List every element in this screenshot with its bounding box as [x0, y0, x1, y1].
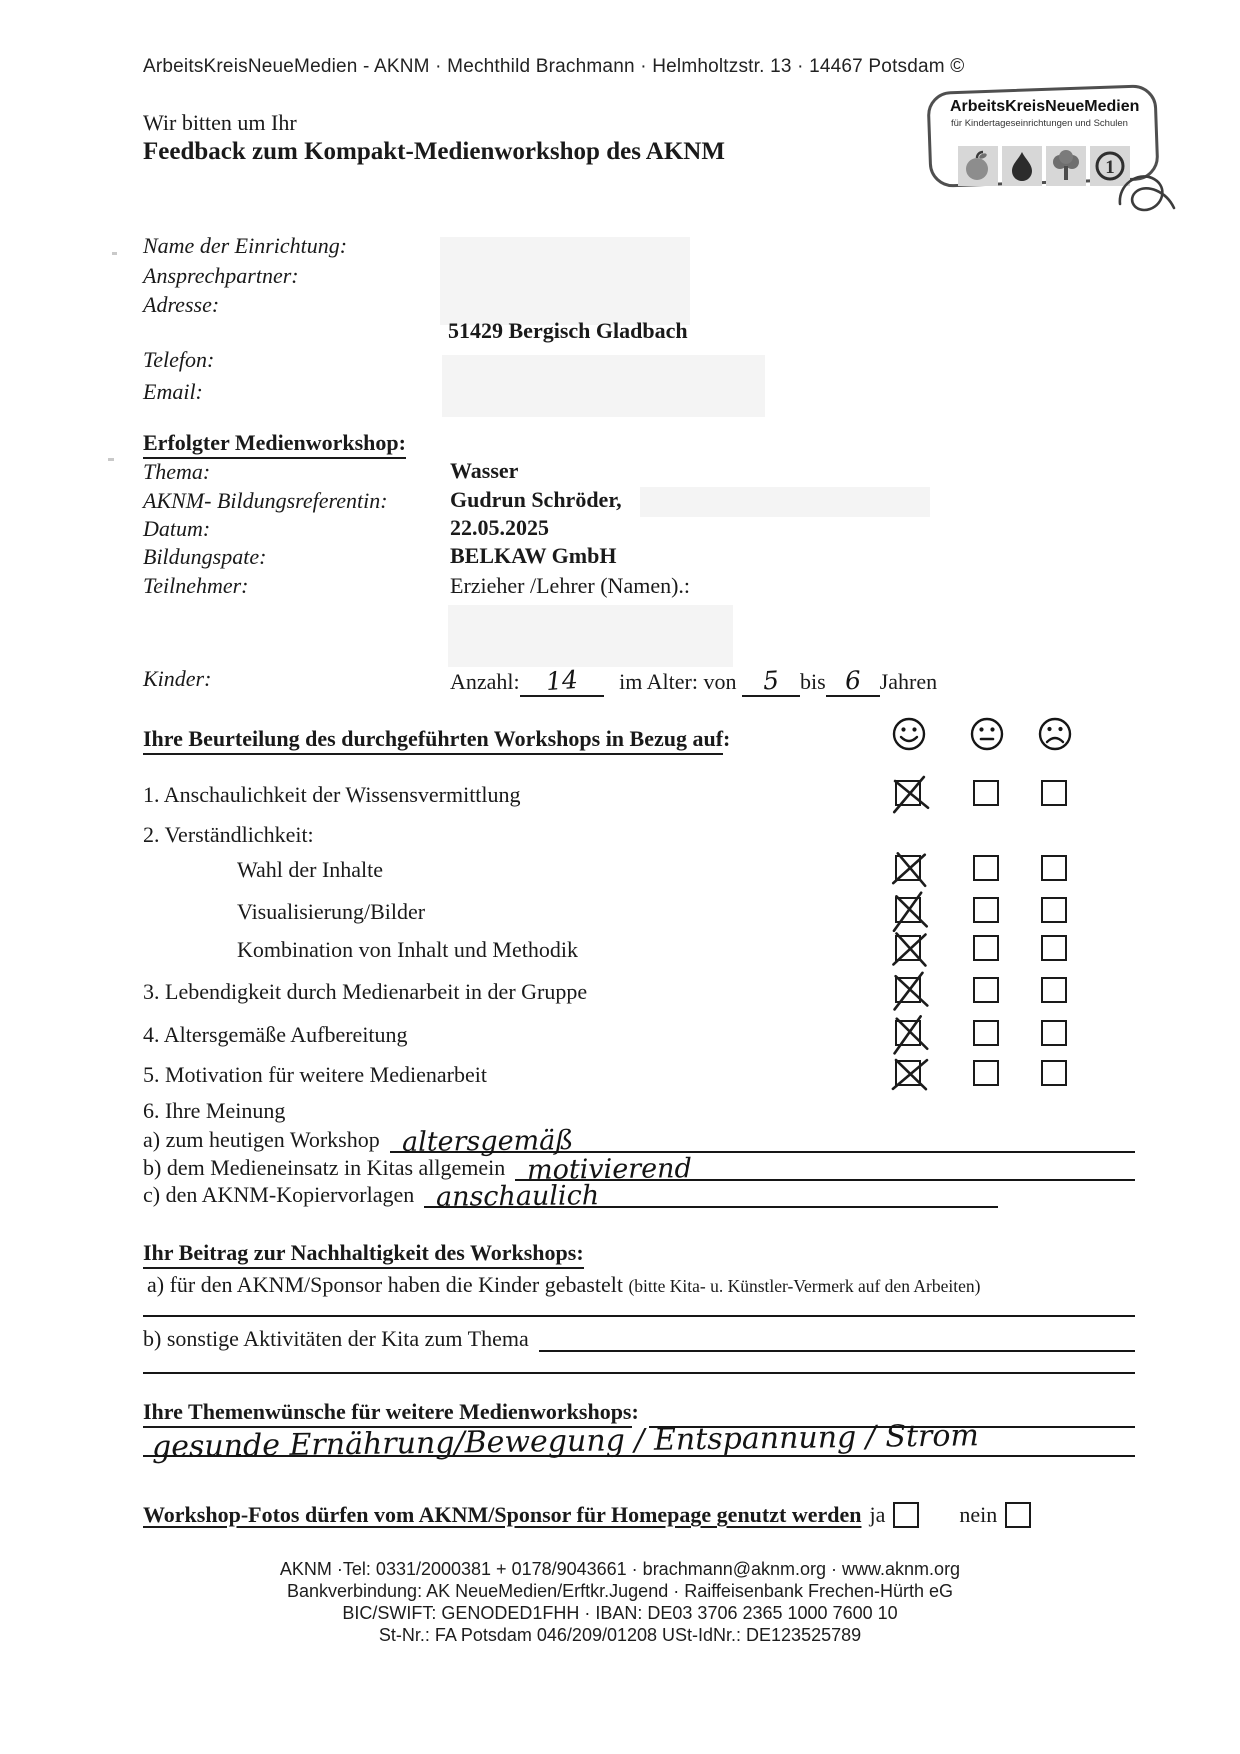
rating-row	[143, 778, 1083, 812]
anzahl-fill-line[interactable]	[520, 666, 604, 697]
scan-artifact	[112, 252, 117, 255]
photo-consent-row	[143, 1502, 1031, 1528]
field-label-referentin: AKNM- Bildungsreferentin:	[143, 488, 388, 513]
apple-icon	[958, 146, 998, 186]
bis-fill-line[interactable]	[826, 666, 880, 697]
alter-label: im Alter: von	[619, 669, 737, 694]
rating-checkbox-happy[interactable]	[895, 977, 921, 1003]
field-label-thema: Thema:	[143, 459, 211, 484]
opinion-row-c	[143, 1178, 998, 1213]
opinion-fill-line-a[interactable]	[390, 1123, 1135, 1158]
opinion-label-b: b) dem Medieneinsatz in Kitas allgemein	[143, 1155, 506, 1180]
rating-checkbox-neutral[interactable]	[973, 1060, 999, 1086]
bis-label: bis	[799, 669, 826, 694]
opinion-heading: 6. Ihre Meinung	[143, 1098, 286, 1123]
rating-checkbox-neutral[interactable]	[973, 897, 999, 923]
rating-checkbox-happy[interactable]	[895, 855, 921, 881]
rating-row	[143, 1018, 1083, 1052]
jahren-label: Jahren	[879, 669, 938, 694]
rating-row-label: Visualisierung/Bilder	[237, 899, 426, 924]
ja-checkbox[interactable]	[893, 1502, 919, 1528]
rating-row-label: 5. Motivation für weitere Medienarbeit	[143, 1062, 487, 1087]
rating-row	[143, 895, 1083, 929]
sustainability-item-b-text: b) sonstige Aktivitäten der Kita zum Thema	[143, 1326, 529, 1351]
rating-checkbox-happy[interactable]	[895, 935, 921, 961]
blank-write-line[interactable]	[143, 1372, 1135, 1374]
rating-checkbox-neutral[interactable]	[973, 1020, 999, 1046]
field-label-address: Adresse:	[143, 292, 220, 317]
rating-checkbox-happy[interactable]	[895, 1060, 921, 1086]
field-label-email: Email:	[143, 379, 203, 404]
footer-line-contact: AKNM ·Tel: 0331/2000381 + 0178/9043661 · brachmann@aknm.org · www.aknm.org	[279, 1559, 961, 1579]
wishes-heading-colon: :	[631, 1399, 639, 1424]
rating-checkbox-sad[interactable]	[1041, 780, 1067, 806]
pen-scribble	[1114, 168, 1184, 226]
rating-row	[143, 853, 1083, 887]
handwriting-b: motivierend	[527, 1153, 693, 1186]
photo-consent-text: Workshop-Fotos dürfen vom AKNM/Sponsor für Homepage genutzt werden	[143, 1502, 862, 1527]
sustainability-fill-line-b[interactable]	[539, 1322, 1135, 1352]
city-value: 51429 Bergisch Gladbach	[448, 318, 688, 343]
opinion-fill-line-b[interactable]	[515, 1151, 1135, 1186]
footer-line-tax: St-Nr.: FA Potsdam 046/209/01208 USt-IdNr.: DE123525789	[378, 1625, 862, 1645]
sad-smiley-icon	[1037, 716, 1073, 752]
field-label-name: Name der Einrichtung:	[143, 233, 348, 258]
rating-checkbox-happy[interactable]	[895, 1020, 921, 1046]
rating-row-label: Kombination von Inhalt und Methodik	[237, 937, 578, 962]
rating-row	[143, 975, 1083, 1009]
tree-icon	[1046, 146, 1086, 186]
redacted-phone-email	[442, 355, 765, 417]
rating-heading-colon: :	[723, 726, 731, 751]
footer-line-bank: Bankverbindung: AK NeueMedien/Erftkr.Jugend · Raiffeisenbank Frechen-Hürth eG	[286, 1581, 954, 1601]
bis-handwritten: 6	[843, 665, 862, 696]
bildungspate-value: BELKAW GmbH	[450, 543, 617, 568]
ja-label: ja	[869, 1502, 886, 1527]
water-drop-icon	[1002, 146, 1042, 186]
handwriting-c: anschaulich	[436, 1180, 600, 1213]
rating-checkbox-sad[interactable]	[1041, 1060, 1067, 1086]
von-handwritten: 5	[762, 665, 780, 696]
redacted-name-address	[440, 237, 690, 325]
rating-row	[143, 1058, 1083, 1092]
rating-checkbox-neutral[interactable]	[973, 855, 999, 881]
svg-text:1: 1	[1105, 157, 1115, 178]
rating-checkbox-sad[interactable]	[1041, 897, 1067, 923]
logo-icon-tiles	[958, 146, 1130, 186]
rating-row-label: 2. Verständlichkeit:	[143, 822, 314, 847]
rating-checkbox-neutral[interactable]	[973, 977, 999, 1003]
opinion-row-b	[143, 1151, 1135, 1186]
rating-row-label: 3. Lebendigkeit durch Medienarbeit in der Gruppe	[143, 979, 588, 1004]
nein-checkbox[interactable]	[1005, 1502, 1031, 1528]
nein-label: nein	[959, 1502, 998, 1527]
handwriting-a: altersgemäß	[401, 1125, 574, 1158]
scan-artifact	[108, 458, 114, 461]
referentin-value: Gudrun Schröder,	[450, 487, 622, 512]
kinder-values	[450, 666, 937, 697]
sustainability-item-b-row	[143, 1322, 1135, 1352]
rating-heading: Ihre Beurteilung des durchgeführten Workshops in Bezug auf	[143, 726, 724, 751]
sender-address-line: ArbeitsKreisNeueMedien - AKNM · Mechthild Brachmann · Helmholtzstr. 13 · 14467 Potsdam ©	[143, 56, 965, 77]
rating-checkbox-happy[interactable]	[895, 897, 921, 923]
redacted-referentin	[640, 487, 930, 517]
rating-checkbox-neutral[interactable]	[973, 780, 999, 806]
opinion-row-a	[143, 1123, 1135, 1158]
workshop-section-heading: Erfolgter Medienworkshop:	[143, 430, 406, 459]
footer-line-bic-iban: BIC/SWIFT: GENODED1FHH · IBAN: DE03 3706 2365 1000 7600 10	[342, 1603, 898, 1623]
field-label-teilnehmer: Teilnehmer:	[143, 573, 249, 598]
rating-row-label: 1. Anschaulichkeit der Wissensvermittlung	[143, 782, 521, 807]
blank-write-line[interactable]	[143, 1315, 1135, 1317]
datum-value: 22.05.2025	[450, 515, 549, 540]
rating-row	[143, 818, 1083, 852]
kinder-row	[143, 664, 1135, 697]
rating-section	[143, 726, 1083, 755]
page-title: Feedback zum Kompakt-Medienworkshop des AKNM	[143, 138, 725, 165]
logo-title: ArbeitsKreisNeueMedien	[950, 98, 1140, 115]
rating-checkbox-sad[interactable]	[1041, 977, 1067, 1003]
field-label-phone: Telefon:	[143, 347, 215, 372]
wishes-heading: Ihre Themenwünsche für weitere Medienworkshops	[143, 1399, 632, 1428]
happy-smiley-icon	[891, 716, 927, 752]
anzahl-label: Anzahl:	[450, 669, 520, 694]
field-label-datum: Datum:	[143, 516, 211, 541]
thema-value: Wasser	[450, 458, 519, 483]
wishes-handwriting: gesunde Ernährung/Bewegung / Entspannung / Strom	[151, 1418, 980, 1465]
field-label-bildungspate: Bildungspate:	[143, 544, 267, 569]
logo-subtitle: für Kindertageseinrichtungen und Schulen	[951, 118, 1128, 129]
rating-checkbox-sad[interactable]	[1041, 1020, 1067, 1046]
sustainability-item-a-note: (bitte Kita- u. Künstler-Vermerk auf den Arbeiten)	[628, 1276, 981, 1296]
intro-line: Wir bitten um Ihr	[143, 110, 297, 135]
aknm-logo	[928, 84, 1178, 204]
opinion-fill-line-c[interactable]	[424, 1178, 998, 1213]
rating-checkbox-happy[interactable]	[895, 780, 921, 806]
rating-checkbox-neutral[interactable]	[973, 935, 999, 961]
opinion-label-c: c) den AKNM-Kopiervorlagen	[143, 1182, 415, 1207]
rating-checkbox-sad[interactable]	[1041, 935, 1067, 961]
field-label-partner: Ansprechpartner:	[143, 263, 299, 288]
redacted-teilnehmer-namen	[448, 605, 733, 667]
opinion-label-a: a) zum heutigen Workshop	[143, 1127, 380, 1152]
sustainability-item-a-text: a) für den AKNM/Sponsor haben die Kinder gebastelt	[147, 1272, 623, 1297]
anzahl-handwritten: 14	[544, 664, 579, 697]
rating-row-label: 4. Altersgemäße Aufbereitung	[143, 1022, 408, 1047]
rating-row	[143, 933, 1083, 967]
footer	[0, 1558, 1240, 1646]
rating-row-label: Wahl der Inhalte	[237, 857, 384, 882]
von-fill-line[interactable]	[742, 666, 800, 697]
field-label-kinder: Kinder:	[143, 666, 212, 691]
neutral-smiley-icon	[969, 716, 1005, 752]
rating-checkbox-sad[interactable]	[1041, 855, 1067, 881]
teilnehmer-value: Erzieher /Lehrer (Namen).:	[450, 573, 691, 598]
sustainability-heading: Ihr Beitrag zur Nachhaltigkeit des Workshops:	[143, 1240, 584, 1269]
sustainability-item-a	[147, 1272, 1147, 1298]
